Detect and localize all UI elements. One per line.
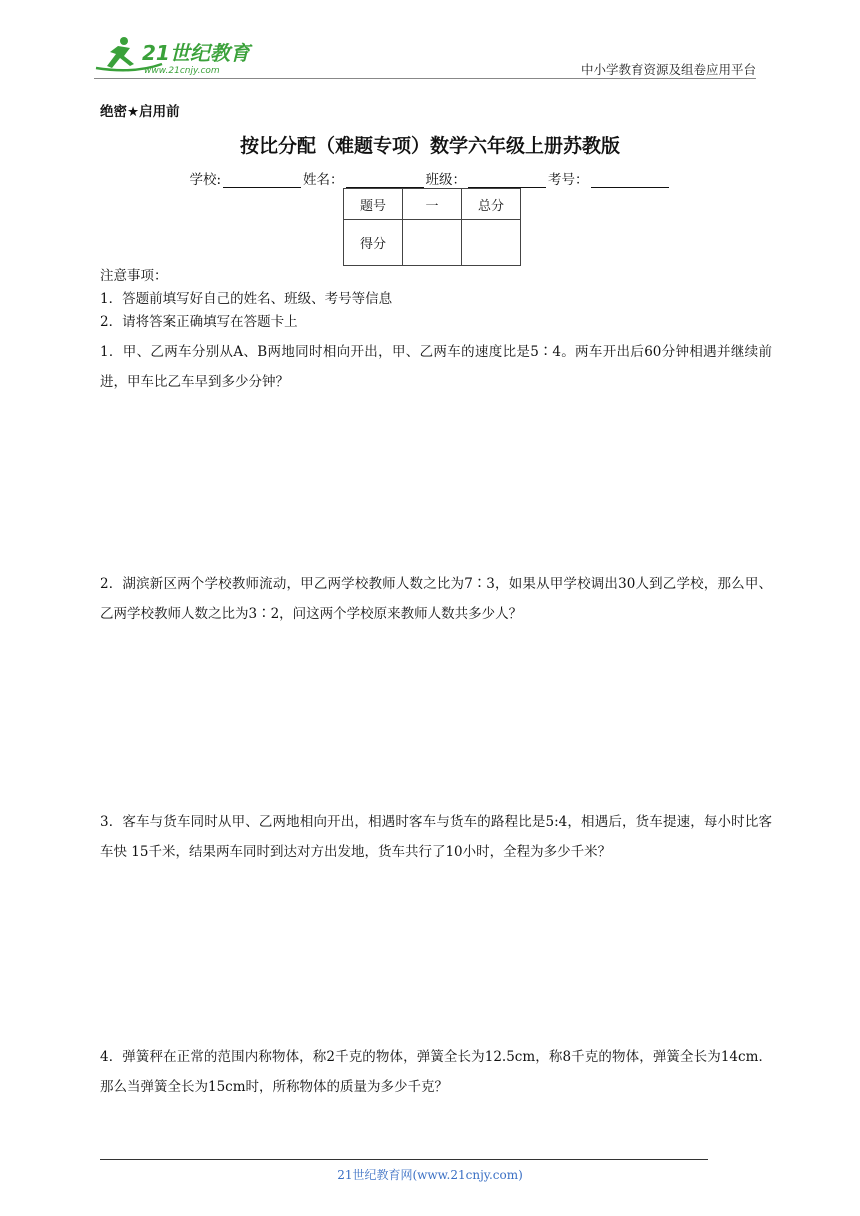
notes-title: 注意事项： [100, 268, 168, 284]
question-3: 3．客车与货车同时从甲、乙两地相向开出，相遇时客车与货车的路程比是5:4，相遇后，货车提速，每小时比客车快 15千米，结果两车同时到达对方出发地，货车共行了10小时，全程为多少千米？ [100, 814, 772, 860]
question-4: 4．弹簧秤在正常的范围内称物体，称2千克的物体，弹簧全长为12.5cm，称8千克的物体，弹簧全长为14cm．那么当弹簧全长为15cm时，所称物体的质量为多少千克？ [100, 1049, 772, 1095]
footer-divider [100, 1159, 708, 1160]
school-label: 学校: [189, 172, 222, 188]
notes-section [100, 265, 392, 334]
footer-text: 21世纪教育网(www.21cnjy.com) [337, 1168, 523, 1182]
secret-label: 绝密★启用前 [100, 104, 180, 120]
logo-brand-text: 21世纪教育 [142, 41, 250, 65]
score-row-label: 得分 [344, 220, 403, 266]
logo-url-text: www.21cnjy.com [144, 66, 220, 76]
class-field [468, 174, 546, 188]
class-label: 班级： [425, 172, 467, 188]
exam-no-label: 考号： [548, 172, 589, 188]
page-title: 按比分配（难题专项）数学六年级上册苏教版 [239, 135, 620, 157]
student-info-line [0, 168, 860, 188]
runner-logo-icon [94, 34, 264, 78]
brand-logo [94, 34, 264, 78]
header-platform-text: 中小学教育资源及组卷应用平台 [580, 62, 756, 77]
name-label: 姓名： [303, 172, 344, 188]
score-table-header: 题号 [344, 189, 403, 220]
score-table-header: 总分 [462, 189, 521, 220]
score-table [343, 188, 521, 266]
score-table-header: 一 [403, 189, 462, 220]
score-table-row [344, 220, 521, 266]
exam-no-field [591, 174, 669, 188]
note-item: 2．请将答案正确填写在答题卡上 [100, 314, 298, 330]
school-field [223, 174, 301, 188]
score-cell [462, 220, 521, 266]
header-divider [94, 78, 756, 79]
question-1: 1．甲、乙两车分别从A、B两地同时相向开出，甲、乙两车的速度比是5∶4。两车开出后60分钟相遇并继续前进，甲车比乙车早到多少分钟？ [100, 344, 772, 390]
note-item: 1．答题前填写好自己的姓名、班级、考号等信息 [100, 291, 393, 307]
score-cell [403, 220, 462, 266]
question-2: 2．湖滨新区两个学校教师流动，甲乙两学校教师人数之比为7∶3，如果从甲学校调出30人到乙学校，那么甲、乙两学校教师人数之比为3∶2，问这两个学校原来教师人数共多少人？ [100, 576, 772, 622]
score-table-header-row [344, 189, 521, 220]
name-field [346, 174, 424, 188]
